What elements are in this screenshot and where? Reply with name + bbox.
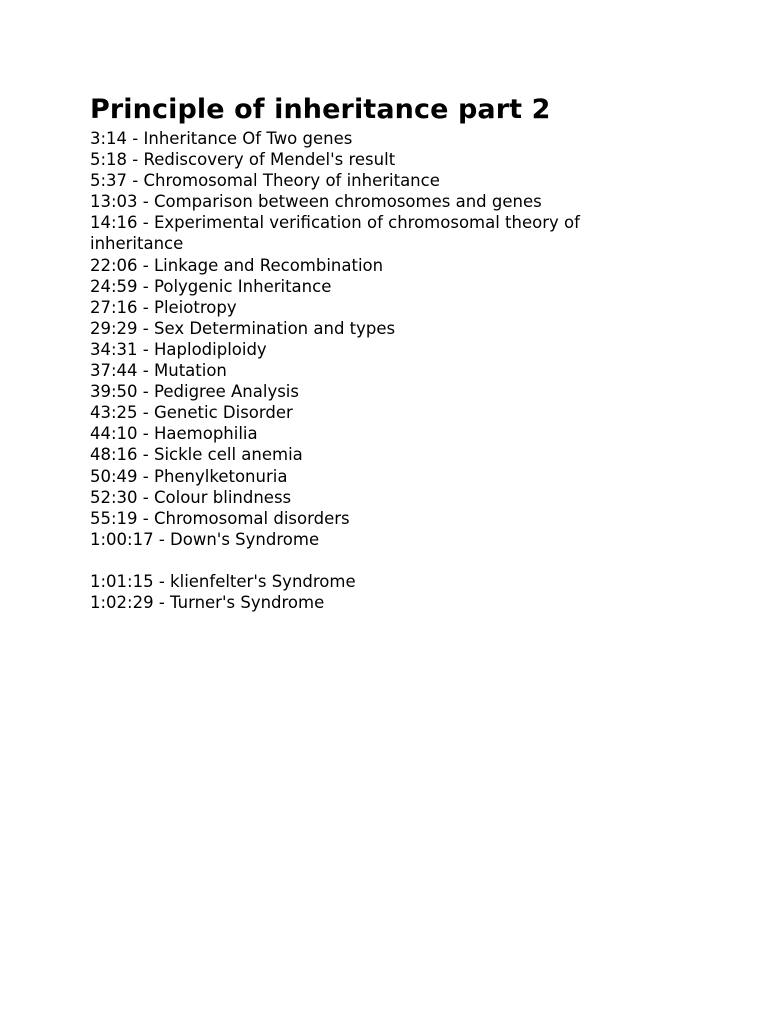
timestamp-list bbox=[90, 128, 650, 613]
timestamp-entry: 27:16 - Pleiotropy bbox=[90, 297, 237, 317]
timestamp-entry: 22:06 - Linkage and Recombination bbox=[90, 255, 384, 275]
timestamp-entry: 13:03 - Comparison between chromosomes and genes bbox=[90, 192, 542, 212]
timestamp-entry: 5:37 - Chromosomal Theory of inheritance bbox=[90, 171, 440, 191]
timestamp-entry: 24:59 - Polygenic Inheritance bbox=[90, 276, 332, 296]
timestamp-entry: 1:00:17 - Down's Syndrome bbox=[90, 529, 320, 549]
timestamp-entry: 50:49 - Phenylketonuria bbox=[90, 466, 288, 486]
timestamp-entry: 1:02:29 - Turner's Syndrome bbox=[90, 593, 325, 613]
timestamp-entry: 48:16 - Sickle cell anemia bbox=[90, 445, 303, 465]
document-page bbox=[90, 92, 650, 613]
timestamp-entry: 5:18 - Rediscovery of Mendel's result bbox=[90, 150, 396, 170]
document-title: Principle of inheritance part 2 bbox=[90, 94, 551, 125]
timestamp-entry: 3:14 - Inheritance Of Two genes bbox=[90, 129, 353, 148]
timestamp-entry: 39:50 - Pedigree Analysis bbox=[90, 382, 299, 402]
timestamp-entry: 37:44 - Mutation bbox=[90, 361, 227, 381]
timestamp-entry: 43:25 - Genetic Disorder bbox=[90, 403, 293, 423]
timestamp-entry: 52:30 - Colour blindness bbox=[90, 487, 292, 507]
timestamp-entry: 1:01:15 - klienfelter's Syndrome bbox=[90, 571, 356, 591]
timestamp-entry: 55:19 - Chromosomal disorders bbox=[90, 508, 350, 528]
timestamp-entry: 29:29 - Sex Determination and types bbox=[90, 318, 396, 338]
timestamp-entry: 44:10 - Haemophilia bbox=[90, 424, 258, 444]
timestamp-entry: 14:16 - Experimental verification of chromosomal theory of inheritance bbox=[90, 213, 580, 254]
timestamp-entry: 34:31 - Haplodiploidy bbox=[90, 339, 267, 359]
blank-line bbox=[90, 550, 650, 571]
